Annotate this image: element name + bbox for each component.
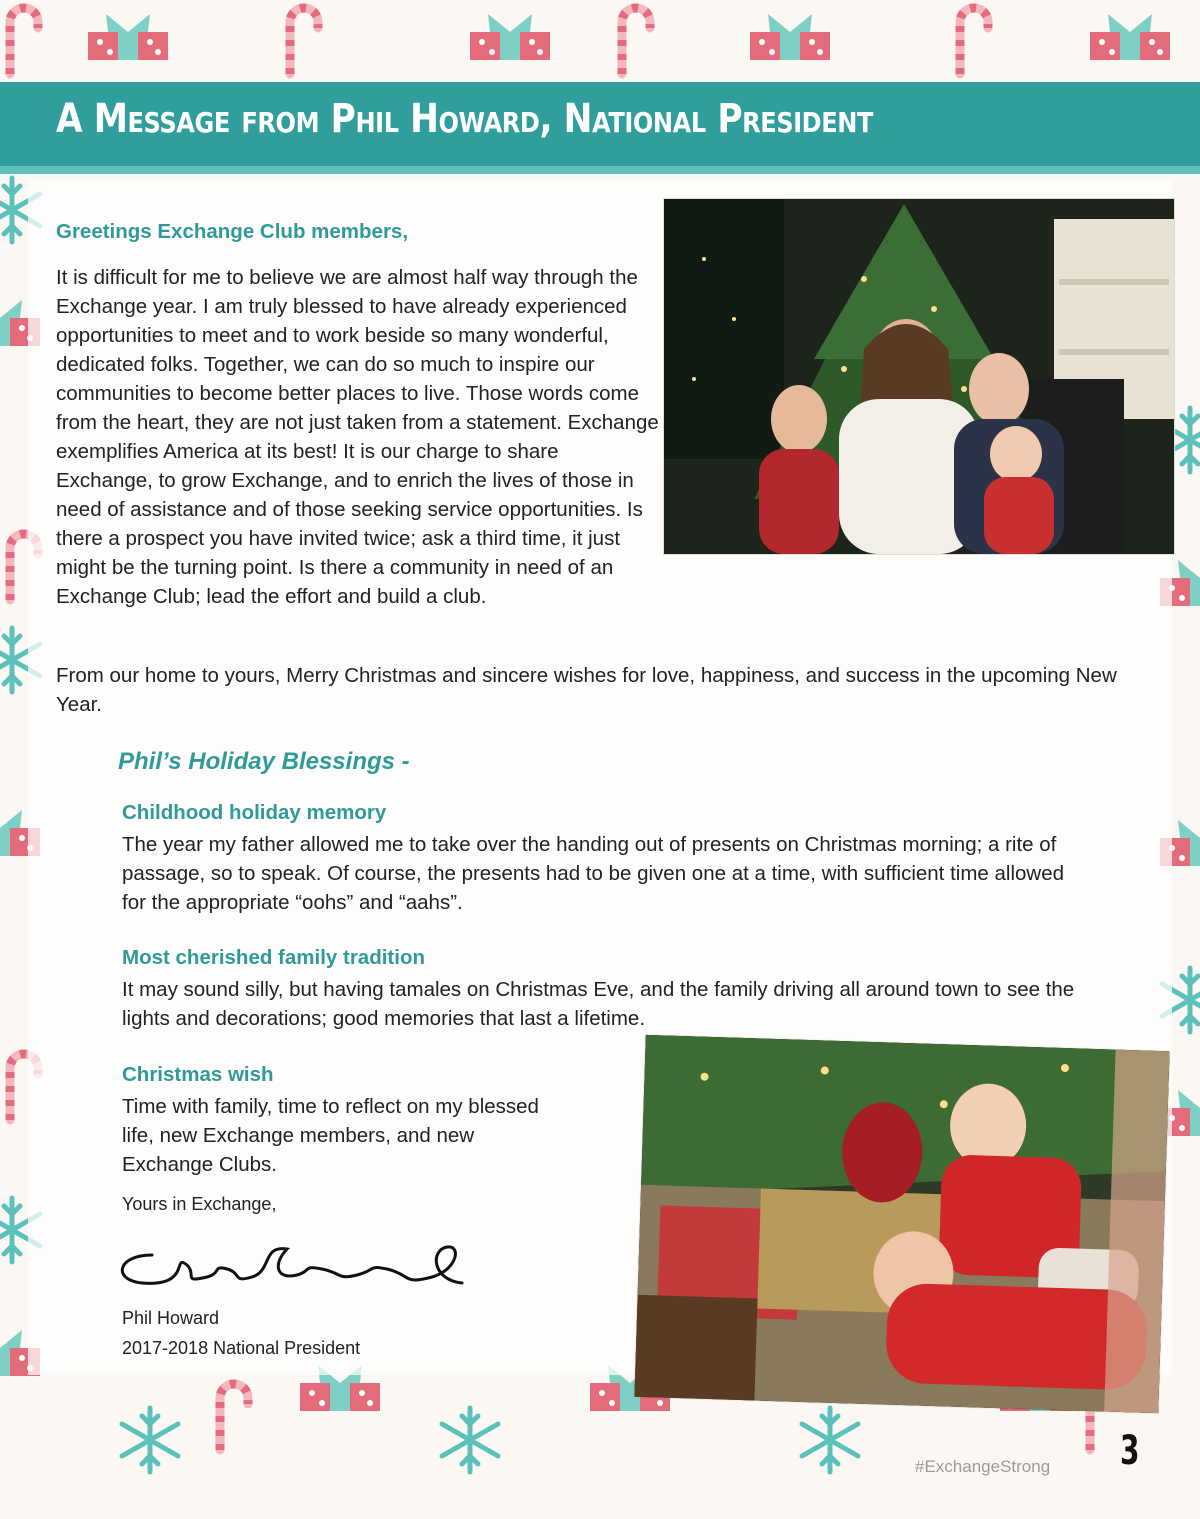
signer-name: Phil Howard [122, 1308, 220, 1328]
section-heading-childhood-memory: Childhood holiday memory [122, 801, 387, 824]
section-heading-family-tradition: Most cherished family tradition [122, 946, 425, 969]
banner-accent-stripe [0, 166, 1200, 174]
section-text-childhood-memory: The year my father allowed me to take over the handing out of presents on Christmas morning; a rite of passage, so to speak. Of course, the presents had to be given one at a time, with sufficient time allowed for the appropriate “oohs” and “aahs”. [122, 833, 1065, 914]
handwritten-signature [112, 1225, 472, 1305]
blessings-heading: Phil’s Holiday Blessings - [118, 748, 410, 775]
letter-paragraph-2: From our home to yours, Merry Christmas and sincere wishes for love, happiness, and success in the upcoming New Year. [56, 664, 1117, 716]
section-text-christmas-wish: Time with family, time to reflect on my blessed life, new Exchange members, and new Exchange Clubs. [122, 1095, 539, 1176]
children-under-tree-photo [634, 1035, 1169, 1413]
letter-paragraph-1-text: It is difficult for me to believe we are almost half way through the Exchange year. I am truly blessed to have already experienced opportunities to meet and to work beside so many wonderful, dedicated folks. Together, we can do so much to inspire our communities to become better places to live. Those words come from the heart, they are not just taken from a statement. Exchange exemplifies America at its best! It is our charge to share Exchange, to grow Exchange, and to enrich the lives of those in need of assistance and of those seeking service opportunities. Is there a prospect you have invited twice; ask a third time, it just might be the turning point. Is there a community in need of an Exchange Club; lead the effort and build a club. [56, 266, 659, 608]
closing-line: Yours in Exchange, [122, 1194, 277, 1214]
title-banner [0, 82, 1200, 174]
photo-wrap-spacer [661, 263, 1186, 579]
letter-greeting: Greetings Exchange Club members, [56, 220, 409, 243]
section-text-family-tradition: It may sound silly, but having tamales on Christmas Eve, and the family driving all around town to see the lights and decorations; good memories that last a lifetime. [122, 978, 1075, 1030]
page-title: A Message from Phil Howard, National President [56, 96, 873, 142]
page-number: 3 [1120, 1428, 1140, 1474]
hashtag: #ExchangeStrong [915, 1457, 1051, 1476]
signer-title: 2017-2018 National President [122, 1338, 361, 1358]
letter-paragraph-1 [56, 263, 1186, 611]
section-heading-christmas-wish: Christmas wish [122, 1063, 274, 1086]
